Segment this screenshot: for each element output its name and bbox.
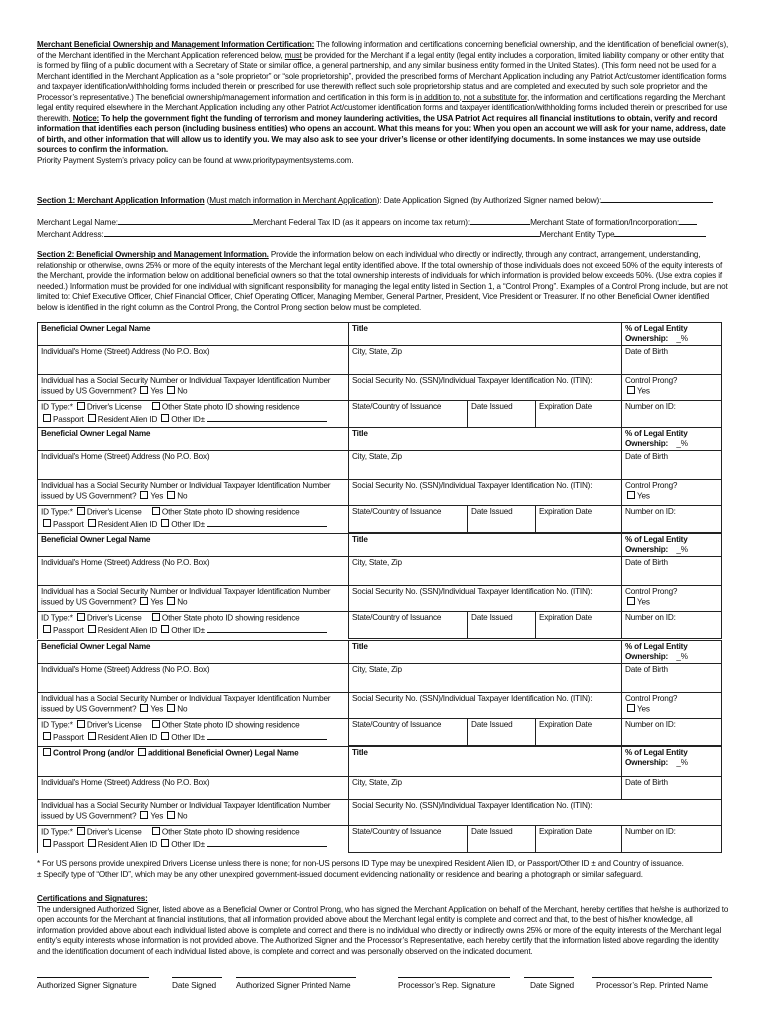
dob-label: Date of Birth — [625, 347, 668, 356]
yes-label: Yes — [150, 811, 164, 821]
no-label: No — [177, 597, 188, 607]
entity-type-field[interactable] — [614, 228, 706, 237]
title-label: Title — [352, 535, 368, 544]
ssn-label: Social Security No. (SSN)/Individual Taxpayer Identification No. (ITIN): — [352, 587, 593, 596]
home-address-label: Individual's Home (Street) Address (No P.O. Box) — [41, 558, 210, 567]
state-country-label: State/Country of Issuance — [352, 402, 442, 411]
id-type-label: ID Type:* — [41, 827, 73, 837]
federal-tax-id-label: Merchant Federal Tax ID (as it appears on income tax return): — [252, 217, 471, 227]
state-formation-field[interactable] — [679, 216, 697, 225]
date-issued-cell[interactable] — [468, 719, 536, 746]
control-prong-yes: Yes — [637, 386, 650, 396]
dob-cell[interactable] — [622, 777, 722, 800]
ssn-cell[interactable] — [349, 800, 722, 826]
home-address-label: Individual's Home (Street) Address (No P.O. Box) — [41, 665, 210, 674]
passport-checkbox[interactable] — [43, 625, 51, 633]
other-id-field[interactable] — [207, 731, 327, 740]
resident-alien-label: Resident Alien ID — [97, 519, 158, 529]
entity-type-label: Merchant Entity Type — [539, 229, 615, 239]
home-address-label: Individual's Home (Street) Address (No P.O. Box) — [41, 452, 210, 461]
date-signed-line-1[interactable] — [172, 977, 222, 978]
no-checkbox[interactable] — [167, 386, 175, 394]
ssn-question: Individual has a Social Security Number or Individual Taxpayer Identification Number issued by US Government? — [41, 801, 331, 821]
expiration-label: Expiration Date — [539, 402, 592, 411]
control-prong-label: Control Prong? — [625, 481, 678, 490]
pct-sign: % — [680, 439, 688, 448]
control-prong-cell — [622, 480, 722, 506]
number-on-id-label: Number on ID: — [625, 827, 676, 836]
title-label: Title — [352, 324, 368, 333]
ssn-question-cell — [38, 375, 349, 401]
id-type-label: ID Type:* — [41, 507, 73, 517]
control-prong-checkbox[interactable] — [627, 386, 635, 394]
drivers-license-checkbox[interactable] — [77, 720, 85, 728]
number-on-id-label: Number on ID: — [625, 720, 676, 729]
owner-name-cell[interactable] — [38, 534, 349, 557]
processor-signature-label: Processor’s Rep. Signature — [398, 980, 496, 990]
state-country-label: State/Country of Issuance — [352, 613, 442, 622]
ssn-question: Individual has a Social Security Number or Individual Taxpayer Identification Number issued by US Government? — [41, 481, 331, 501]
title-label: Title — [352, 429, 368, 438]
notice-text: To help the government fight the funding of terrorism and money laundering activities, the USA Patriot Act requires all financial institutions to obtain, verify and record information that identifies each person (including business entities) who opens an account. What this means for you: When you open an account we will ask for your name, address, date of birth, and other information that will allow us to identify you. We may also ask to see your driver’s license or other identifying documents. In some instances we may use outside sources to confirm the information. — [37, 113, 726, 154]
number-on-id-cell[interactable] — [622, 612, 722, 639]
yes-checkbox[interactable] — [140, 491, 148, 499]
date-issued-cell[interactable] — [468, 826, 536, 853]
expiration-label: Expiration Date — [539, 720, 592, 729]
title-cell[interactable] — [349, 747, 622, 777]
state-country-cell[interactable] — [349, 719, 468, 746]
other-state-photo-checkbox[interactable] — [152, 720, 160, 728]
must-match-text: Must match information in Merchant Application — [209, 195, 377, 205]
expiration-cell[interactable] — [536, 719, 622, 746]
state-country-label: State/Country of Issuance — [352, 827, 442, 836]
city-label: City, State, Zip — [352, 778, 402, 787]
ssn-question-cell — [38, 480, 349, 506]
other-state-photo-label: Other State photo ID showing residence — [161, 720, 300, 730]
date-issued-label: Date Issued — [471, 402, 513, 411]
number-on-id-cell[interactable] — [622, 401, 722, 428]
control-prong-checkbox[interactable] — [627, 491, 635, 499]
other-id-checkbox[interactable] — [161, 732, 169, 740]
title-cell[interactable] — [349, 534, 622, 557]
resident-alien-checkbox[interactable] — [88, 625, 96, 633]
ownership-cell[interactable]: % of Legal Entity Ownership: _% — [622, 747, 722, 777]
title-label: Title — [352, 642, 368, 651]
control-prong-checkbox[interactable] — [627, 597, 635, 605]
section1-header-row — [37, 194, 731, 205]
pct-label-a: % of Legal Entity — [625, 748, 688, 757]
other-id-label: Other ID± — [171, 414, 205, 424]
must-match-prefix: ( — [204, 195, 210, 205]
drivers-license-label: Driver's License — [86, 720, 142, 730]
no-label: No — [177, 386, 188, 396]
ownership-cell[interactable]: % of Legal Entity Ownership: _% — [622, 428, 722, 451]
passport-checkbox[interactable] — [43, 732, 51, 740]
title-cell[interactable] — [349, 641, 622, 664]
other-state-photo-label: Other State photo ID showing residence — [161, 827, 300, 837]
yes-checkbox[interactable] — [140, 386, 148, 394]
no-checkbox[interactable] — [167, 704, 175, 712]
dob-cell[interactable] — [622, 451, 722, 480]
other-state-photo-checkbox[interactable] — [152, 507, 160, 515]
ssn-cell[interactable] — [349, 375, 622, 401]
intro-in-addition: in addition to, not a substitute for — [415, 92, 527, 102]
ssn-cell[interactable] — [349, 480, 622, 506]
yes-checkbox[interactable] — [140, 704, 148, 712]
expiration-cell[interactable] — [536, 506, 622, 533]
authorized-signature-label: Authorized Signer Signature — [37, 980, 137, 990]
pct-sign: % — [680, 758, 688, 767]
ssn-question-cell — [38, 586, 349, 612]
city-cell[interactable] — [349, 346, 622, 375]
date-issued-label: Date Issued — [471, 507, 513, 516]
home-address-label: Individual's Home (Street) Address (No P.O. Box) — [41, 778, 210, 787]
state-country-label: State/Country of Issuance — [352, 720, 442, 729]
section2-heading: Section 2: Beneficial Ownership and Management Information. — [37, 250, 269, 259]
resident-alien-checkbox[interactable] — [88, 519, 96, 527]
control-prong-yes: Yes — [637, 704, 650, 714]
pct-label-a: % of Legal Entity — [625, 535, 688, 544]
passport-label: Passport — [53, 732, 84, 742]
drivers-license-checkbox[interactable] — [77, 507, 85, 515]
number-on-id-cell[interactable] — [622, 719, 722, 746]
ownership-cell[interactable]: % of Legal Entity Ownership: _% — [622, 534, 722, 557]
state-country-cell[interactable] — [349, 506, 468, 533]
other-id-field[interactable] — [207, 518, 327, 527]
other-id-label: Other ID± — [171, 625, 205, 635]
pct-label-b: Ownership: — [625, 652, 669, 661]
number-on-id-label: Number on ID: — [625, 402, 676, 411]
resident-alien-label: Resident Alien ID — [97, 839, 158, 849]
id-type-cell — [38, 506, 349, 533]
pct-label-b: Ownership: — [625, 545, 669, 554]
section1-row-1 — [37, 216, 731, 227]
expiration-cell[interactable] — [536, 401, 622, 428]
control-prong-label: Control Prong? — [625, 694, 678, 703]
city-cell[interactable] — [349, 777, 622, 800]
expiration-label: Expiration Date — [539, 507, 592, 516]
resident-alien-checkbox[interactable] — [88, 732, 96, 740]
state-country-cell[interactable] — [349, 826, 468, 853]
drivers-license-label: Driver's License — [86, 402, 142, 412]
other-state-photo-label: Other State photo ID showing residence — [161, 613, 300, 623]
passport-checkbox[interactable] — [43, 519, 51, 527]
ssn-question-cell — [38, 693, 349, 719]
ssn-cell[interactable] — [349, 586, 622, 612]
ssn-label: Social Security No. (SSN)/Individual Taxpayer Identification No. (ITIN): — [352, 694, 593, 703]
title-label: Title — [352, 748, 368, 757]
id-type-cell — [38, 719, 349, 746]
city-label: City, State, Zip — [352, 347, 402, 356]
pct-label-a: % of Legal Entity — [625, 642, 688, 651]
additional-owner-checkbox[interactable] — [138, 748, 146, 756]
ownership-cell[interactable]: % of Legal Entity Ownership: _% — [622, 323, 722, 346]
dob-cell[interactable] — [622, 664, 722, 693]
date-issued-cell[interactable] — [468, 401, 536, 428]
date-issued-cell[interactable] — [468, 612, 536, 639]
notice-label: Notice: — [72, 113, 100, 123]
yes-checkbox[interactable] — [140, 811, 148, 819]
control-prong-yes: Yes — [637, 597, 650, 607]
pct-label-b: Ownership: — [625, 334, 669, 343]
passport-label: Passport — [53, 414, 84, 424]
intro-heading: Merchant Beneficial Ownership and Management Information Certification: — [37, 40, 315, 49]
other-id-field[interactable] — [207, 413, 327, 422]
yes-label: Yes — [150, 491, 164, 501]
no-checkbox[interactable] — [167, 491, 175, 499]
drivers-license-label: Driver's License — [86, 613, 142, 623]
control-prong-block — [37, 746, 722, 853]
authorized-printed-line[interactable] — [236, 977, 356, 978]
processor-printed-label: Processor’s Rep. Printed Name — [596, 980, 709, 990]
no-checkbox[interactable] — [167, 597, 175, 605]
resident-alien-label: Resident Alien ID — [97, 414, 158, 424]
drivers-license-label: Driver's License — [86, 507, 142, 517]
other-state-photo-checkbox[interactable] — [152, 827, 160, 835]
state-country-cell[interactable] — [349, 401, 468, 428]
home-address-cell[interactable] — [38, 346, 349, 375]
section1-heading: Section 1: Merchant Application Information — [37, 195, 205, 205]
expiration-cell[interactable] — [536, 612, 622, 639]
ssn-question: Individual has a Social Security Number or Individual Taxpayer Identification Number issued by US Government? — [41, 694, 331, 714]
owner-name-cell[interactable] — [38, 641, 349, 664]
drivers-license-checkbox[interactable] — [77, 402, 85, 410]
owner-block-3 — [37, 533, 722, 639]
control-prong-cell — [622, 586, 722, 612]
number-on-id-label: Number on ID: — [625, 507, 676, 516]
ssn-label: Social Security No. (SSN)/Individual Taxpayer Identification No. (ITIN): — [352, 801, 593, 810]
owner-name-label: Beneficial Owner Legal Name — [41, 429, 151, 438]
control-prong-label: Control Prong? — [625, 587, 678, 596]
no-label: No — [177, 811, 188, 821]
pct-sign: % — [680, 545, 688, 554]
dob-label: Date of Birth — [625, 665, 668, 674]
resident-alien-label: Resident Alien ID — [97, 732, 158, 742]
other-id-checkbox[interactable] — [161, 839, 169, 847]
ssn-label: Social Security No. (SSN)/Individual Taxpayer Identification No. (ITIN): — [352, 481, 593, 490]
owner-name-label: Beneficial Owner Legal Name — [41, 535, 151, 544]
control-prong-name-label-b: additional Beneficial Owner) Legal Name — [147, 748, 299, 758]
dob-label: Date of Birth — [625, 452, 668, 461]
federal-tax-id-field[interactable] — [470, 216, 530, 225]
pct-label-b: Ownership: — [625, 439, 669, 448]
other-state-photo-checkbox[interactable] — [152, 402, 160, 410]
authorized-signature-line[interactable] — [37, 977, 149, 978]
other-id-label: Other ID± — [171, 519, 205, 529]
footnote-star: * For US persons provide unexpired Drivers License unless there is none; for non-US persons ID Type may be unexpired Resident Alien ID, or Passport/Other ID ± and Country of issuance. — [37, 859, 684, 868]
state-country-label: State/Country of Issuance — [352, 507, 442, 516]
dob-cell[interactable] — [622, 346, 722, 375]
state-formation-label: Merchant State of formation/Incorporation: — [530, 217, 680, 227]
state-country-cell[interactable] — [349, 612, 468, 639]
home-address-cell[interactable] — [38, 777, 349, 800]
yes-label: Yes — [150, 704, 164, 714]
city-label: City, State, Zip — [352, 452, 402, 461]
processor-signature-line[interactable] — [398, 977, 510, 978]
other-state-photo-checkbox[interactable] — [152, 613, 160, 621]
control-prong-checkbox[interactable] — [627, 704, 635, 712]
privacy-text: Priority Payment System’s privacy policy can be found at www.prioritypaymentsystems.com. — [37, 155, 354, 165]
date-issued-label: Date Issued — [471, 613, 513, 622]
control-prong-name-cell[interactable] — [38, 747, 349, 777]
dob-label: Date of Birth — [625, 778, 668, 787]
pct-sign: % — [680, 334, 688, 343]
merchant-address-field[interactable] — [104, 228, 540, 237]
section2-paragraph — [37, 250, 731, 313]
city-label: City, State, Zip — [352, 558, 402, 567]
owner-name-cell[interactable] — [38, 428, 349, 451]
drivers-license-label: Driver's License — [86, 827, 142, 837]
number-on-id-cell[interactable] — [622, 826, 722, 853]
yes-checkbox[interactable] — [140, 597, 148, 605]
expiration-cell[interactable] — [536, 826, 622, 853]
id-type-cell — [38, 612, 349, 639]
control-prong-name-checkbox[interactable] — [43, 748, 51, 756]
passport-label: Passport — [53, 839, 84, 849]
section1-row-2 — [37, 228, 731, 239]
date-application-signed-field[interactable] — [601, 194, 713, 203]
control-prong-cell — [622, 375, 722, 401]
other-id-field[interactable] — [207, 838, 327, 847]
other-state-photo-label: Other State photo ID showing residence — [161, 507, 300, 517]
owner-name-label: Beneficial Owner Legal Name — [41, 324, 151, 333]
city-label: City, State, Zip — [352, 665, 402, 674]
resident-alien-checkbox[interactable] — [88, 414, 96, 422]
section2-text: Provide the information below on each individual who directly or indirectly, through any contract, arrangement, understanding, relationship or otherwise, owns 25% or more of the equity interests of the Merchant legal entity identified above. If the total ownership of those individuals does not exceed 50% of the equity interests of the Merchant, provide the information below on additional beneficial owners so that the total ownership interests of individuals for which information is provided below exceeds 50%. (Use extra copies if needed.) Information must be provided for one individual with significant responsibility for managing the legal entity listed in Section 1, a “Control Prong”. Examples of a Control Prong include, but are not limited to: Chief Executive Officer, Chief Financial Officer, Chief Operating Officer, Managing Member, General Partner, President, Vice President or Treasurer. If no other Beneficial Owner identified below is identified in the right column as the Control Prong, the Control Prong section below must be completed. — [37, 250, 728, 312]
date-issued-label: Date Issued — [471, 720, 513, 729]
passport-checkbox[interactable] — [43, 414, 51, 422]
other-id-checkbox[interactable] — [161, 414, 169, 422]
title-cell[interactable] — [349, 323, 622, 346]
drivers-license-checkbox[interactable] — [77, 827, 85, 835]
date-application-signed-label: Date Application Signed (by Authorized Signer named below): — [381, 195, 602, 205]
certifications-paragraph — [37, 894, 731, 957]
merchant-legal-name-field[interactable] — [118, 216, 253, 225]
city-cell[interactable] — [349, 664, 622, 693]
drivers-license-checkbox[interactable] — [77, 613, 85, 621]
intro-paragraph — [37, 40, 731, 166]
other-state-photo-label: Other State photo ID showing residence — [161, 402, 300, 412]
home-address-cell[interactable] — [38, 664, 349, 693]
dob-label: Date of Birth — [625, 558, 668, 567]
number-on-id-cell[interactable] — [622, 506, 722, 533]
passport-label: Passport — [53, 625, 84, 635]
owner-name-cell[interactable] — [38, 323, 349, 346]
other-id-label: Other ID± — [171, 732, 205, 742]
merchant-legal-name-label: Merchant Legal Name: — [37, 217, 118, 227]
id-type-label: ID Type:* — [41, 402, 73, 412]
control-prong-label: Control Prong? — [625, 376, 678, 385]
passport-checkbox[interactable] — [43, 839, 51, 847]
date-signed-line-2[interactable] — [524, 977, 574, 978]
dob-cell[interactable] — [622, 557, 722, 586]
intro-text-1: The following information and certifications concerning beneficial ownership, and the identification of beneficial owner(s), of the Merchant identified in the Merchant Application referenced below, — [37, 40, 729, 60]
certifications-heading: Certifications and Signatures: — [37, 894, 148, 903]
ownership-cell[interactable]: % of Legal Entity Ownership: _% — [622, 641, 722, 664]
ssn-question: Individual has a Social Security Number or Individual Taxpayer Identification Number issued by US Government? — [41, 376, 331, 396]
owner-block-1 — [37, 322, 722, 428]
other-id-checkbox[interactable] — [161, 625, 169, 633]
yes-label: Yes — [150, 597, 164, 607]
ssn-question: Individual has a Social Security Number or Individual Taxpayer Identification Number issued by US Government? — [41, 587, 331, 607]
pct-sign: % — [680, 652, 688, 661]
merchant-address-label: Merchant Address: — [37, 229, 104, 239]
pct-label-b: Ownership: — [625, 758, 669, 767]
other-id-field[interactable] — [207, 624, 327, 633]
resident-alien-label: Resident Alien ID — [97, 625, 158, 635]
intro-must: must — [284, 50, 302, 60]
other-id-label: Other ID± — [171, 839, 205, 849]
date-signed-label-2: Date Signed — [530, 980, 575, 990]
pct-label-a: % of Legal Entity — [625, 429, 688, 438]
certifications-text: The undersigned Authorized Signer, listed above as a Beneficial Owner or Control Prong, who has signed the Merchant Application on behalf of the Merchant, hereby certifies that he/she is authorized to open accounts for the Merchant at financial institutions, that all information provided above about the Merchant legal entity is complete and correct and that, to the best of his/her knowledge, all information provided above about each individual listed above is complete and correct and there is no individual who directly or indirectly owns 25% or more of the equity interests of the Merchant legal entity’s equity interests whose information is not provided above. The Authorized Signer and the Processor’s Representative, each hereby certify that the information listed above regarding the identity and the identification document of each individual listed above, is complete and correct and was personally observed on the indicated document. — [37, 904, 729, 956]
date-signed-label-1: Date Signed — [172, 980, 217, 990]
date-issued-cell[interactable] — [468, 506, 536, 533]
ssn-label: Social Security No. (SSN)/Individual Taxpayer Identification No. (ITIN): — [352, 376, 593, 385]
must-match-suffix: ): — [376, 195, 382, 205]
control-prong-yes: Yes — [637, 491, 650, 501]
owner-block-2 — [37, 427, 722, 533]
owner-name-label: Beneficial Owner Legal Name — [41, 642, 151, 651]
number-on-id-label: Number on ID: — [625, 613, 676, 622]
pct-label-a: % of Legal Entity — [625, 324, 688, 333]
id-type-label: ID Type:* — [41, 720, 73, 730]
footnotes — [37, 859, 731, 880]
footnote-plusminus: ± Specify type of “Other ID”, which may be any other unexpired government-issued document evidencing nationality or residence and bearing a photograph or similar safeguard. — [37, 869, 643, 879]
intro-text-2: be provided for the Merchant if a legal entity (legal entity includes a corporation, limited liability company or other entity that is formed by filing of a public document with a Secretary of State or similar office, a general partnership, and any similar business entity formed in the United States). (This form need not be used for a Merchant identified in the Merchant Application as a “sole proprietor” or “sole proprietorship”, provided the prescribed forms of Merchant Application including any Patriot Act/customer identification forms and taxpayer identification/withholding forms included therein or prescribed for use therewith reflect such sole proprietorship status and are completed and executed by such sole proprietor and the Processor’s representative.) The beneficial ownership/management information and certification in this form is — [37, 50, 727, 102]
no-label: No — [177, 491, 188, 501]
passport-label: Passport — [53, 519, 84, 529]
no-label: No — [177, 704, 188, 714]
ssn-question-cell — [38, 800, 349, 826]
ssn-cell[interactable] — [349, 693, 622, 719]
control-prong-name-label-a: Control Prong (and/or — [53, 748, 134, 758]
authorized-printed-label: Authorized Signer Printed Name — [236, 980, 351, 990]
other-id-checkbox[interactable] — [161, 519, 169, 527]
home-address-cell[interactable] — [38, 557, 349, 586]
processor-printed-line[interactable] — [592, 977, 712, 978]
date-issued-label: Date Issued — [471, 827, 513, 836]
owner-block-4 — [37, 640, 722, 746]
city-cell[interactable] — [349, 451, 622, 480]
home-address-cell[interactable] — [38, 451, 349, 480]
id-type-cell — [38, 401, 349, 428]
no-checkbox[interactable] — [167, 811, 175, 819]
resident-alien-checkbox[interactable] — [88, 839, 96, 847]
home-address-label: Individual's Home (Street) Address (No P.O. Box) — [41, 347, 210, 356]
yes-label: Yes — [150, 386, 164, 396]
expiration-label: Expiration Date — [539, 613, 592, 622]
id-type-cell — [38, 826, 349, 853]
title-cell[interactable] — [349, 428, 622, 451]
intro-text-3: , the information and certifications regarding the Merchant legal entity required elsewhere in the Merchant Application including any other Patriot Act/customer identification forms and taxpayer identification/withholding forms included therein or prescribed for use therewith. — [37, 92, 728, 123]
id-type-label: ID Type:* — [41, 613, 73, 623]
control-prong-cell — [622, 693, 722, 719]
expiration-label: Expiration Date — [539, 827, 592, 836]
city-cell[interactable] — [349, 557, 622, 586]
